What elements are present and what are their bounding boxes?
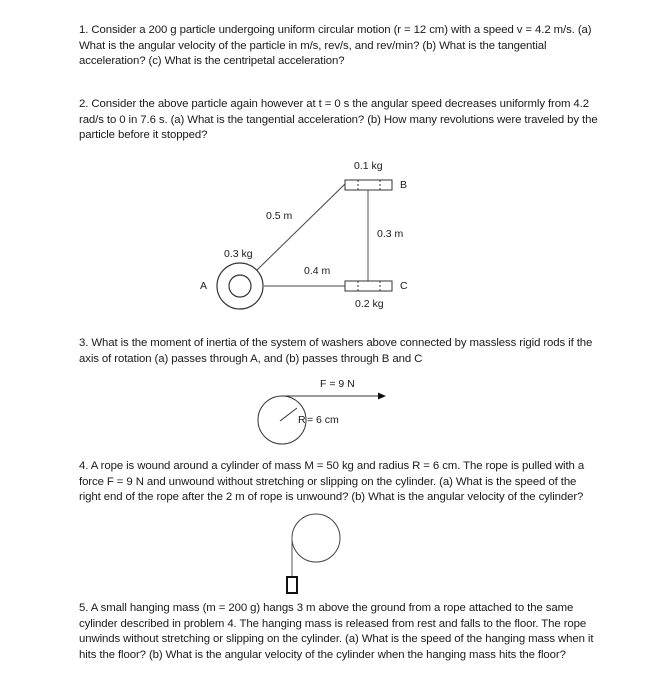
force-arrow-icon bbox=[378, 393, 386, 400]
mass-c-label: 0.2 kg bbox=[355, 298, 384, 310]
rod-ab-length: 0.5 m bbox=[266, 210, 293, 222]
radius-label-r: R bbox=[298, 414, 306, 426]
force-label: F = 9 N bbox=[320, 378, 355, 390]
problem-5-text: 5. A small hanging mass (m = 200 g) hangs 3 m above the ground from a rope attached to the same cylinder described in problem 4. The hanging mass is released from rest and falls to the floor. The rope unwinds without stretching or slipping on the cylinder. (a) What is the speed of the hanging mass when it hits the floor? (b) What is the angular velocity of the cylinder when the hanging mass hits the floor? bbox=[79, 602, 594, 661]
problem-3-text: 3. What is the moment of inertia of the system of washers above connected by massless rigid rods if the axis of rotation (a) passes through A, and (b) passes through B and C bbox=[79, 337, 593, 365]
radius-label-value: = 6 cm bbox=[307, 414, 339, 426]
rod-ac-length: 0.4 m bbox=[304, 265, 331, 277]
problem-1-text: 1. Consider a 200 g particle undergoing uniform circular motion (r = 12 cm) with a speed v = 4.2 m/s. (a) What is the angular velocity of the particle in m/s, rev/s, and rev/min? (b) What is the tangential acceleration? (c) What is the centripetal acceleration? bbox=[79, 24, 592, 68]
washer-b-icon bbox=[345, 180, 392, 190]
hanging-mass-icon bbox=[287, 577, 297, 593]
mass-a-label: 0.3 kg bbox=[224, 248, 253, 260]
pulley-cylinder-icon bbox=[292, 514, 340, 562]
washer-c-icon bbox=[345, 281, 392, 291]
rod-bc-length: 0.3 m bbox=[377, 228, 404, 240]
point-b-label: B bbox=[400, 179, 408, 191]
problem-2-text: 2. Consider the above particle again however at t = 0 s the angular speed decreases uniformly from 4.2 rad/s to 0 in 7.6 s. (a) What is the tangential acceleration? (b) How many revolutions were traveled by the particle before it stopped? bbox=[79, 98, 598, 142]
mass-b-label: 0.1 kg bbox=[354, 160, 383, 172]
point-a-label: A bbox=[200, 280, 208, 292]
problem-4-text: 4. A rope is wound around a cylinder of mass M = 50 kg and radius R = 6 cm. The rope is pulled with a force F = 9 N and unwound without stretching or slipping on the cylinder. (a) What is the speed of the right end of the rope after the 2 m of rope is unwound? (b) What is the angular velocity of the cylinder? bbox=[79, 460, 585, 504]
point-c-label: C bbox=[400, 280, 408, 292]
